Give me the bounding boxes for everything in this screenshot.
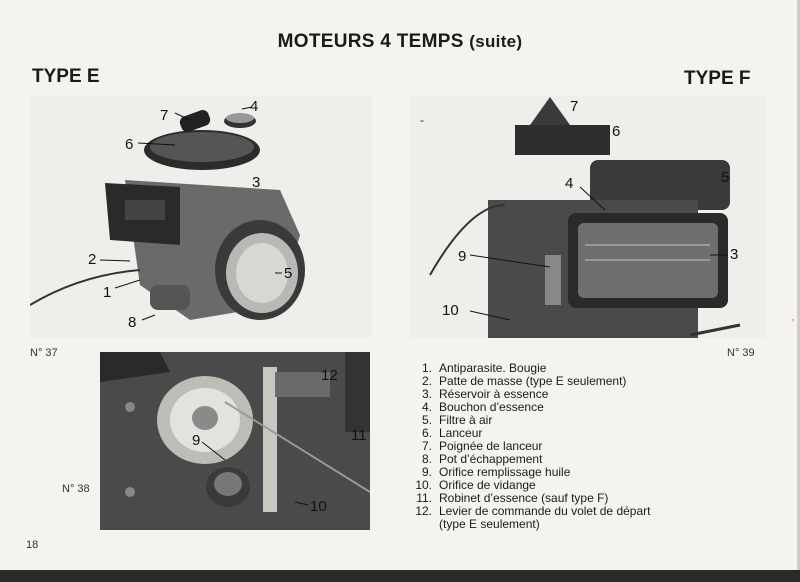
callout-11: 11: [351, 427, 367, 444]
page-title: [0, 31, 800, 53]
callout-4: 4: [250, 98, 259, 115]
legend-item: 4. Bouchon d’essence: [421, 400, 544, 414]
legend-continuation: (type E seulement): [439, 517, 540, 531]
bottom-band: [0, 570, 800, 582]
legend-item: 5. Filtre à air: [421, 413, 493, 427]
type-f-heading: TYPE F: [684, 68, 751, 89]
callout-6: 6: [125, 136, 134, 153]
legend-item: 12. Levier de commande du volet de départ: [415, 504, 651, 518]
margin-dash: -: [420, 113, 424, 127]
legend-item: 1. Antiparasite. Bougie: [421, 361, 547, 375]
callout-3: 3: [730, 246, 739, 263]
legend-item: 3. Réservoir à essence: [421, 387, 549, 401]
callout-6: 6: [612, 123, 621, 140]
legend-item: 11. Robinet d’essence (sauf type F): [416, 491, 609, 505]
callout-8: 8: [128, 314, 137, 331]
legend-item: 10. Orifice de vidange: [415, 478, 536, 492]
engine-closeup-photo: [100, 352, 370, 530]
page-number: 18: [26, 539, 39, 551]
legend-item: 9. Orifice remplissage huile: [421, 465, 571, 479]
engine-illustration-type-e: [30, 95, 372, 338]
callout-5: 5: [284, 265, 293, 282]
callout-4: 4: [565, 175, 574, 192]
callout-12: 12: [321, 367, 338, 384]
engine-photo-type-f: [410, 95, 766, 338]
callout-1: 1: [103, 284, 112, 301]
callout-3: 3: [252, 174, 261, 191]
title-suffix: (suite): [469, 32, 523, 51]
type-e-heading: TYPE E: [32, 66, 100, 87]
callout-7: 7: [570, 98, 579, 115]
legend-item: 2. Patte de masse (type E seulement): [421, 374, 627, 388]
figure-39-label: N° 39: [727, 347, 755, 359]
callout-7: 7: [160, 107, 169, 124]
legend-item: 6. Lanceur: [421, 426, 483, 440]
callout-5: 5: [721, 169, 730, 186]
legend-item: 8. Pot d’échappement: [421, 452, 543, 466]
title-main: MOTEURS 4 TEMPS: [277, 31, 464, 52]
edge-mark: ': [792, 318, 794, 329]
legend-list: [404, 362, 764, 531]
figure-38-label: N° 38: [62, 483, 90, 495]
legend-item: 7. Poignée de lanceur: [421, 439, 543, 453]
engine-illustration-type-f: [410, 95, 766, 338]
callout-10: 10: [310, 498, 327, 515]
callout-10: 10: [442, 302, 459, 319]
figure-37-label: N° 37: [30, 347, 58, 359]
engine-photo-type-e: [30, 95, 372, 338]
callout-9: 9: [458, 248, 467, 265]
callout-9: 9: [192, 432, 201, 449]
callout-2: 2: [88, 251, 97, 268]
